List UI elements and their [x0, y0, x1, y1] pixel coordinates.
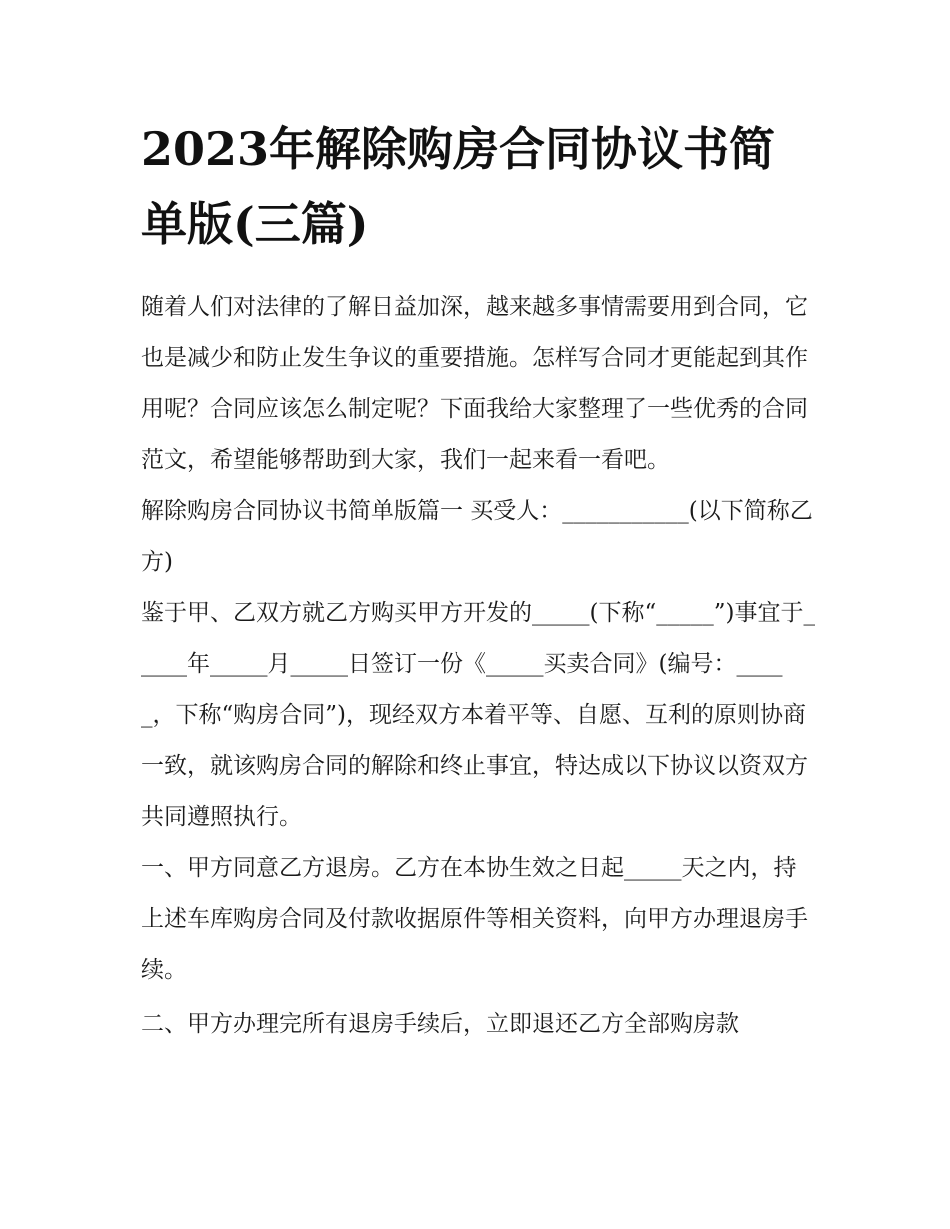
contract-heading-paragraph: 解除购房合同协议书简单版篇一 买受人：___________(以下简称乙方) — [141, 498, 813, 575]
intro-paragraph: 随着人们对法律的了解日益加深，越来越多事情需要用到合同，它也是减少和防止发生争议的重要措施。怎样写合同才更能起到其作用呢？合同应该怎么制定呢？下面我给大家整理了一些优秀的合同范文，希望能够帮助到大家，我们一起来看一看吧。 — [141, 294, 808, 473]
document-body — [141, 282, 816, 1050]
clause-one-paragraph: 一、甲方同意乙方退房。乙方在本协生效之日起_____天之内，持上述车库购房合同及付款收据原件等相关资料，向甲方办理退房手续。 — [141, 855, 808, 983]
recital-paragraph: 鉴于甲、乙双方就乙方购买甲方开发的_____(下称“_____”)事宜于_____年_____月_____日签订一份《_____买卖合同》(编号：_____，下称“购房合同”)，现经双方本着平等、自愿、互利的原则协商一致，就该购房合同的解除和终止事宜，特达成以下协议以资双方共同遵照执行。 — [141, 600, 815, 830]
clause-two-paragraph: 二、甲方办理完所有退房手续后，立即退还乙方全部购房款 — [141, 1011, 739, 1037]
document-title: 2023年解除购房合同协议书简单版(三篇) — [141, 122, 776, 251]
